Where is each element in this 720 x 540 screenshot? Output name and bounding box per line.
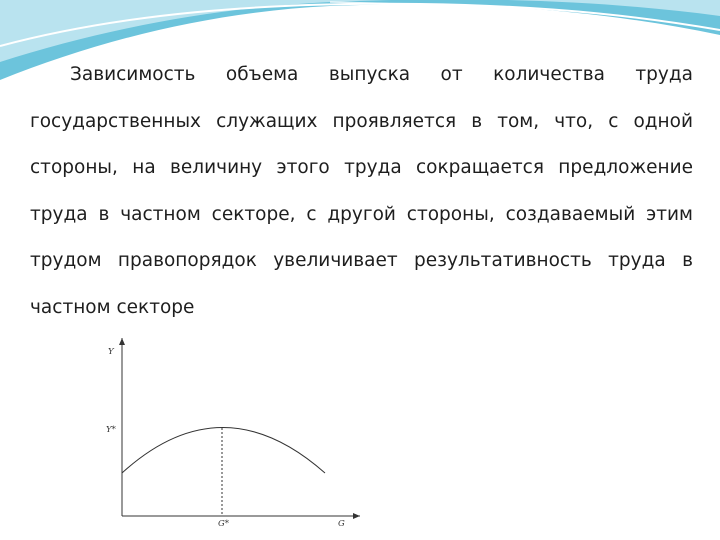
y-axis-label: Y	[108, 347, 114, 357]
g-star-label: G*	[218, 519, 230, 529]
main-paragraph	[30, 52, 693, 331]
y-star-label: Y*	[106, 425, 116, 435]
output-curve	[122, 428, 325, 474]
paragraph-text: Зависимость объема выпуска от количества труда государственных служащих проявляется в том, что, с одной стороны, на величину этого труда сокращается предложение труда в частном секторе, с другой стороны, создаваемый этим трудом правопорядок увеличивает результативность труда в частном секторе	[30, 64, 693, 318]
output-vs-labor-diagram	[92, 330, 458, 535]
x-axis-label: G	[338, 519, 345, 529]
slide-body	[30, 52, 693, 331]
